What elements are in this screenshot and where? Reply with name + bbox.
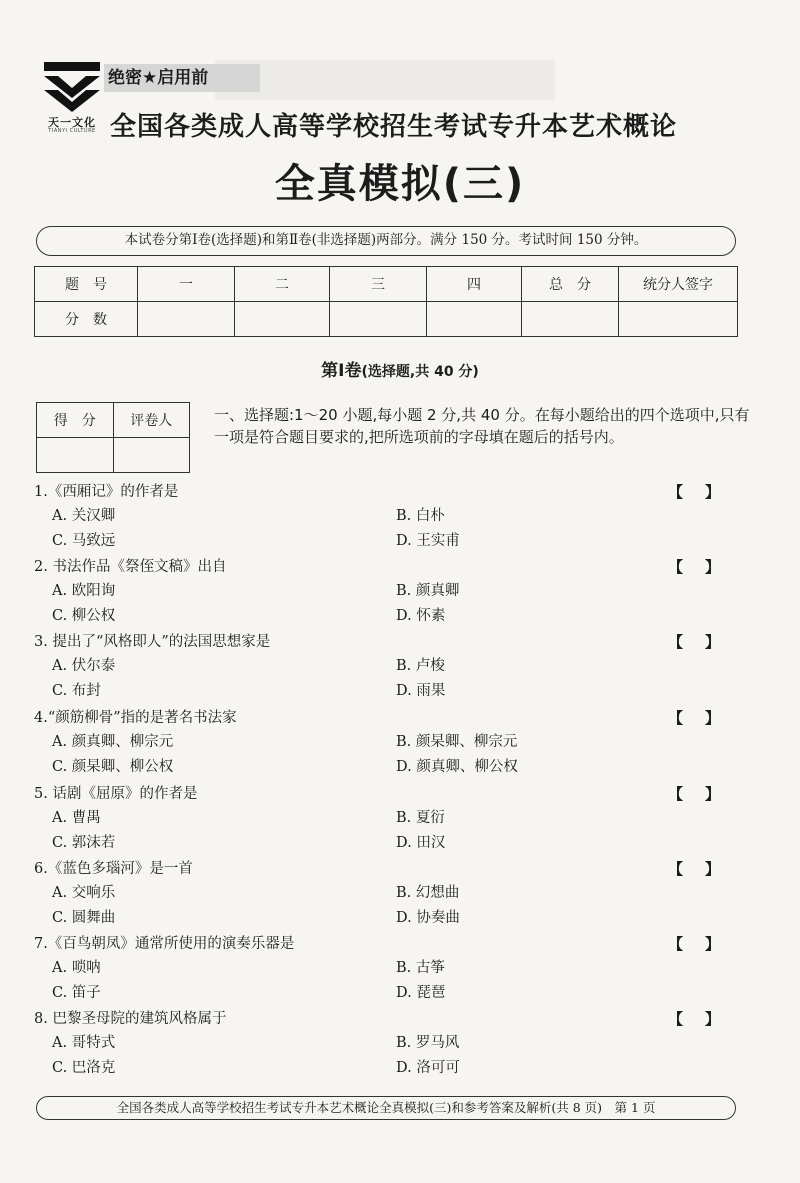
option-c: C. 郭沫若 (52, 835, 116, 851)
score-row-label: 分 数 (35, 302, 138, 337)
answer-bracket[interactable]: 【】 (667, 633, 742, 651)
answer-bracket[interactable]: 【】 (667, 1010, 742, 1028)
question-item (34, 782, 754, 856)
section-heading (0, 356, 800, 381)
option-c: C. 柳公权 (52, 608, 116, 624)
secret-label: 绝密★启用前 (104, 64, 260, 92)
question-item (34, 857, 754, 931)
score-header-cell: 二 (235, 267, 330, 302)
score-table-header-row (35, 267, 738, 302)
option-d: D. 协奏曲 (396, 910, 460, 926)
option-b: B. 颜杲卿、柳宗元 (396, 734, 518, 750)
question-stem: 8. 巴黎圣母院的建筑风格属于 (34, 1011, 227, 1027)
option-d: D. 颜真卿、柳公权 (396, 759, 518, 775)
exam-title: 全国各类成人高等学校招生考试专升本艺术概论 (110, 112, 678, 142)
question-stem: 1.《西厢记》的作者是 (34, 484, 179, 500)
question-stem: 6.《蓝色多瑙河》是一首 (34, 861, 193, 877)
score-cell[interactable] (235, 302, 330, 337)
option-d: D. 怀素 (396, 608, 446, 624)
question-item (34, 555, 754, 629)
score-cell[interactable] (330, 302, 427, 337)
exam-intro: 本试卷分第Ⅰ卷(选择题)和第Ⅱ卷(非选择题)两部分。满分 150 分。考试时间 150 分钟。 (36, 226, 736, 256)
option-c: C. 布封 (52, 683, 101, 699)
grader-score-cell[interactable] (37, 438, 114, 473)
question-item (34, 480, 754, 554)
option-b: B. 白朴 (396, 508, 445, 524)
option-d: D. 琵琶 (396, 985, 446, 1001)
option-b: B. 卢梭 (396, 658, 445, 674)
section-note: (选择题,共 40 分) (361, 364, 479, 380)
score-cell[interactable] (427, 302, 522, 337)
option-a: A. 关汉卿 (52, 508, 116, 524)
score-table-value-row (35, 302, 738, 337)
score-cell[interactable] (522, 302, 619, 337)
option-b: B. 夏衍 (396, 810, 445, 826)
option-c: C. 颜杲卿、柳公权 (52, 759, 174, 775)
answer-bracket[interactable]: 【】 (667, 935, 742, 953)
score-header-cell: 一 (138, 267, 235, 302)
option-a: A. 哥特式 (52, 1035, 116, 1051)
score-header-cell: 三 (330, 267, 427, 302)
question-stem: 3. 提出了“风格即人”的法国思想家是 (34, 634, 271, 650)
question-stem: 7.《百鸟朝凤》通常所使用的演奏乐器是 (34, 936, 295, 952)
question-item (34, 630, 754, 704)
score-header-cell: 统分人签字 (619, 267, 738, 302)
score-header-cell: 总 分 (522, 267, 619, 302)
show-through-shadow (215, 60, 555, 100)
option-d: D. 王实甫 (396, 533, 460, 549)
answer-bracket[interactable]: 【】 (667, 483, 742, 501)
option-c: C. 马致远 (52, 533, 116, 549)
option-d: D. 田汉 (396, 835, 446, 851)
option-c: C. 巴洛克 (52, 1060, 116, 1076)
score-header-cell: 题 号 (35, 267, 138, 302)
score-header-cell: 四 (427, 267, 522, 302)
score-cell[interactable] (619, 302, 738, 337)
page-footer: 全国各类成人高等学校招生考试专升本艺术概论全真模拟(三)和参考答案及解析(共 8 页) 第 1 页 (36, 1096, 736, 1120)
option-d: D. 雨果 (396, 683, 446, 699)
option-b: B. 罗马风 (396, 1035, 460, 1051)
section-instruction: 一、选择题:1～20 小题,每小题 2 分,共 40 分。在每小题给出的四个选项中,只有一项是符合题目要求的,把所选项前的字母填在题后的括号内。 (214, 406, 750, 446)
option-d: D. 洛可可 (396, 1060, 460, 1076)
logo-subtitle: TIANYI CULTURE (48, 128, 96, 134)
option-b: B. 幻想曲 (396, 885, 460, 901)
answer-bracket[interactable]: 【】 (667, 785, 742, 803)
question-item (34, 932, 754, 1006)
grader-name-label: 评卷人 (113, 403, 190, 438)
grader-table (36, 402, 190, 473)
option-a: A. 曹禺 (52, 810, 101, 826)
logo-name: 天一文化 (48, 116, 96, 129)
logo-bar-icon (44, 62, 100, 72)
option-a: A. 唢呐 (52, 960, 101, 976)
grader-score-label: 得 分 (37, 403, 114, 438)
grader-name-cell[interactable] (113, 438, 190, 473)
answer-bracket[interactable]: 【】 (667, 558, 742, 576)
option-c: C. 圆舞曲 (52, 910, 116, 926)
option-b: B. 颜真卿 (396, 583, 460, 599)
score-table (34, 266, 738, 337)
question-stem: 4.“颜筋柳骨”指的是著名书法家 (34, 710, 237, 726)
answer-bracket[interactable]: 【】 (667, 860, 742, 878)
question-item (34, 706, 754, 780)
option-a: A. 欧阳询 (52, 583, 116, 599)
section-title: 第Ⅰ卷 (321, 361, 362, 381)
option-c: C. 笛子 (52, 985, 101, 1001)
paper-title: 全真模拟(三) (274, 161, 526, 207)
option-a: A. 伏尔泰 (52, 658, 116, 674)
question-item (34, 1007, 754, 1081)
question-stem: 5. 话剧《屈原》的作者是 (34, 786, 198, 802)
option-b: B. 古筝 (396, 960, 445, 976)
option-a: A. 颜真卿、柳宗元 (52, 734, 174, 750)
publisher-logo (40, 62, 104, 138)
score-cell[interactable] (138, 302, 235, 337)
logo-chevron-icon (44, 76, 100, 112)
question-stem: 2. 书法作品《祭侄文稿》出自 (34, 559, 227, 575)
answer-bracket[interactable]: 【】 (667, 709, 742, 727)
option-a: A. 交响乐 (52, 885, 116, 901)
